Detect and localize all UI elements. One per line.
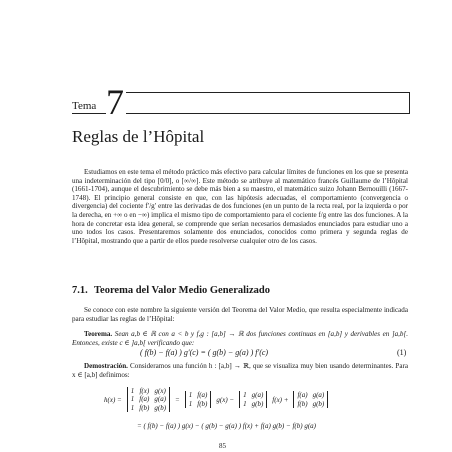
cell: 1 (243, 391, 247, 400)
cell: g(x) (154, 387, 166, 395)
determinant-minor-2 (239, 391, 267, 408)
determinant-minor-1 (185, 391, 212, 408)
cell: f(x) (139, 387, 150, 395)
theorem-text: Sean a,b ∈ ℝ con a < b y f,g : [a,b] → ℝ dos funciones continuas en [a,b] y derivables en ]a,b[. Entonces, existe c ∈ ]a,b[ verificando que: (72, 330, 408, 347)
equation-1: ( f(b) − f(a) ) g′(c) = ( g(b) − g(a) ) f′(c) (140, 348, 269, 357)
cell: g(b) (312, 399, 325, 408)
cell: f(a) (139, 395, 150, 404)
chapter-label: Tema (72, 100, 97, 112)
det-term-1: g(x) − (216, 395, 235, 404)
det-eq: = (175, 395, 180, 404)
section-paragraph: Se conoce con este nombre la siguiente versión del Teorema del Valor Medio, que resulta especialmente indicada para estudiar las reglas de l’Hôpital: (72, 306, 408, 323)
rule (126, 92, 410, 93)
cell: f(b) (297, 399, 308, 408)
determinant-equation (102, 387, 331, 412)
rule (72, 113, 106, 114)
cell: f(a) (297, 391, 308, 400)
page-number: 85 (219, 442, 226, 450)
cell: 1 (130, 395, 135, 404)
cell: f(b) (197, 399, 208, 408)
cell: 1 (188, 399, 193, 408)
chapter-title: Reglas de l’Hôpital (72, 127, 205, 146)
proof (72, 362, 408, 379)
proof-label: Demostración. (84, 362, 128, 370)
cell: g(a) (251, 391, 264, 400)
equation-number: (1) (397, 348, 407, 357)
cell: g(b) (251, 399, 264, 408)
rule (409, 92, 410, 113)
cell: f(b) (139, 403, 150, 412)
section-title: Teorema del Valor Medio Generalizado (94, 285, 270, 296)
intro-paragraph: Estudiamos en este tema el método práctico más efectivo para calcular límites de funciones en los que se presenta una indeterminación del tipo [0/0], o [∞/∞]. Este método se atribuye al matemático francés Guillaume de l’Hôpital (1661-1704), aunque el descubrimiento se debe más bien a su maestro, el matemático suizo Johann Bernouilli (1667-1748). El principio general consiste en que, con las hipótesis adecuadas, el comportamiento (convergencia o divergencia) del cociente f′/g′ entre las derivadas de dos funciones (en un punto de la recta real, por la izquierda o por la derecha, en +∞ o en −∞) implica el mismo tipo de comportamiento para el cociente f/g entre las dos funciones. A la hora de concretar esta idea general, se comprende que serían necesarios demasiados enunciados para estudiar uno a uno todos los casos. Presentaremos solamente dos enunciados, conocidos como primera y segunda reglas de l’Hôpital, mostrando que a partir de ellos puede resolverse cualquier otro de los casos. (72, 168, 408, 245)
det-term-2: f(x) + (272, 395, 289, 404)
section-heading (72, 285, 270, 296)
theorem (72, 330, 408, 347)
chapter-number: 7 (106, 82, 124, 122)
determinant-minor-3 (293, 391, 328, 408)
cell: g(a) (154, 395, 167, 404)
proof-text: Consideramos una función h : [a,b] → ℝ, que se visualiza muy bien usando determinantes. Para x ∈ [a,b] definimos: (72, 362, 408, 379)
determinant-expansion: = ( f(b) − f(a) ) g(x) − ( g(b) − g(a) ) f(x) + f(a) g(b) − f(b) g(a) (137, 422, 316, 430)
cell: f(a) (197, 391, 208, 400)
det-lhs: h(x) = (104, 395, 122, 404)
cell: 1 (130, 387, 135, 395)
rule (126, 113, 410, 114)
cell: g(a) (312, 391, 325, 400)
cell: g(b) (154, 403, 167, 412)
theorem-label: Teorema. (84, 330, 113, 338)
section-number: 7.1. (72, 285, 88, 296)
determinant-main (127, 387, 170, 412)
cell: 1 (130, 403, 135, 412)
cell: 1 (188, 391, 193, 400)
cell: 1 (243, 399, 247, 408)
